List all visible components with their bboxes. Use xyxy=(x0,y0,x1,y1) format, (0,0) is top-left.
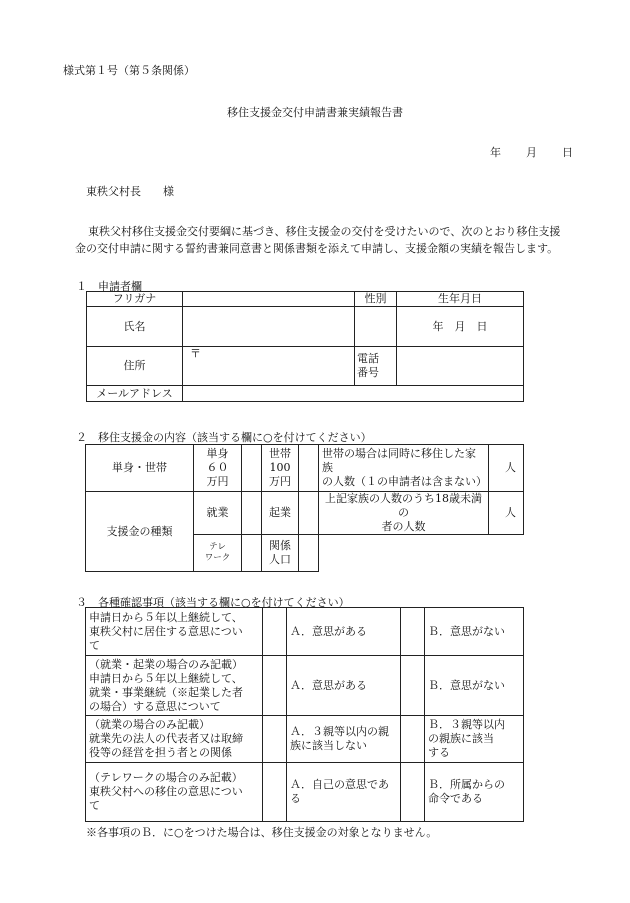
q1-line2: 東秩父村に居住する意思につい xyxy=(89,624,243,638)
startup-option: 起業 xyxy=(262,492,299,535)
q4-line2: 東秩父村への移住の意思につい xyxy=(89,785,243,798)
household-option xyxy=(262,445,299,492)
q3-a-line2: 族に該当しない xyxy=(290,739,367,752)
q2-b-check[interactable] xyxy=(401,656,425,716)
furigana-field[interactable] xyxy=(183,292,355,307)
q4-b-check[interactable] xyxy=(401,763,425,822)
postal-mark: 〒 xyxy=(190,347,201,360)
q4-a-line1: Ａ．自己の意思であ xyxy=(290,778,389,791)
q1-a-check[interactable] xyxy=(263,608,287,656)
q3-b-line2: の親族に該当 xyxy=(428,732,494,745)
telework-line1: テレ xyxy=(209,542,226,552)
under18-line1: 上記家族の人数のうち18歳未満の xyxy=(325,492,482,519)
q1-b-text: Ｂ．意思がない xyxy=(428,624,505,638)
q3-line1: （就業の場合のみ記載） xyxy=(89,718,210,731)
type-label: 支援金の種類 xyxy=(86,492,194,572)
household-people-line2: の人数（１の申請者は含まない） xyxy=(322,475,487,488)
telework-check[interactable] xyxy=(242,535,262,572)
q4-a-line2: る xyxy=(290,792,301,805)
employment-option: 就業 xyxy=(194,492,242,535)
applicant-table xyxy=(86,291,524,402)
q3-line2: 就業先の法人の代表者又は取締 xyxy=(89,732,243,745)
q2-a-check[interactable] xyxy=(263,656,287,716)
related-option xyxy=(262,535,299,572)
q3-line3: 役等の経営を担う者との関係 xyxy=(89,746,232,759)
q2-b-label xyxy=(425,656,524,716)
q3-question xyxy=(86,716,263,763)
addressee: 東秩父村長 様 xyxy=(86,185,174,198)
q2-a-text: Ａ．意思がある xyxy=(290,678,367,692)
date-day: 日 xyxy=(562,146,573,159)
single-line1: 単身 xyxy=(206,447,229,460)
support-content-table xyxy=(85,444,524,572)
confirmation-table xyxy=(85,607,524,822)
q1-question xyxy=(86,608,263,656)
telework-option xyxy=(194,535,242,572)
q1-b-check[interactable] xyxy=(401,608,425,656)
section2-heading: ２ 移住支援金の内容（該当する欄に○を付けてください） xyxy=(76,431,372,444)
household-line2: 100 xyxy=(269,461,291,474)
email-field[interactable] xyxy=(183,386,524,402)
startup-check[interactable] xyxy=(299,492,319,535)
address-field[interactable] xyxy=(183,347,355,386)
q1-a-label xyxy=(287,608,401,656)
related-check[interactable] xyxy=(299,535,319,572)
q1-a-text: Ａ．意思がある xyxy=(290,624,367,638)
q3-b-check[interactable] xyxy=(401,716,425,763)
q1-line3: て xyxy=(89,638,100,652)
section3-heading: ３ 各種確認事項（該当する欄に○を付けてください） xyxy=(76,596,350,609)
single-household-label: 単身・世帯 xyxy=(86,445,194,492)
gender-field[interactable] xyxy=(355,307,397,347)
date-year: 年 xyxy=(490,146,501,159)
q4-b-line2: 命令である xyxy=(428,792,483,805)
q1-line1: 申請日から５年以上継続して、 xyxy=(89,610,243,624)
q2-line1: （就業・起業の場合のみ記載） xyxy=(89,657,243,671)
birthdate-value: 年 月 日 xyxy=(432,319,488,333)
footnote: ※各事項のＢ．に○をつけた場合は、移住支援金の対象となりません。 xyxy=(86,826,438,839)
q2-line2: 申請日から５年以上継続して、 xyxy=(89,671,243,685)
q4-b-label xyxy=(425,763,524,822)
household-people-count[interactable] xyxy=(489,445,524,492)
q2-b-text: Ｂ．意思がない xyxy=(428,678,505,692)
single-check[interactable] xyxy=(242,445,262,492)
telework-line2: ワーク xyxy=(204,553,231,563)
under18-label xyxy=(319,492,489,535)
q3-b-line3: する xyxy=(428,746,450,759)
empty-area xyxy=(319,535,524,572)
q2-line4: の場合）する意思について xyxy=(89,699,221,713)
q4-b-line1: Ｂ．所属からの xyxy=(428,778,505,791)
household-line3: 万円 xyxy=(269,475,291,488)
birthdate-label: 生年月日 xyxy=(397,292,524,307)
section1-heading: １ 申請者欄 xyxy=(76,280,142,293)
q2-question xyxy=(86,656,263,716)
gender-label: 性別 xyxy=(355,292,397,307)
phone-label xyxy=(355,347,397,386)
date-month: 月 xyxy=(526,146,537,159)
form-number: 様式第１号（第５条関係） xyxy=(63,64,195,77)
document-title: 移住支援金交付申請書兼実績報告書 xyxy=(227,106,403,119)
household-people-label xyxy=(319,445,489,492)
q4-question xyxy=(86,763,263,822)
q3-b-label xyxy=(425,716,524,763)
phone-field[interactable] xyxy=(397,347,524,386)
name-field[interactable] xyxy=(183,307,355,347)
related-line1: 関係 xyxy=(269,539,291,552)
name-label: 氏名 xyxy=(87,307,183,347)
under18-line2: 者の人数 xyxy=(381,520,426,533)
q4-a-check[interactable] xyxy=(263,763,287,822)
q1-b-label xyxy=(425,608,524,656)
single-line3: 万円 xyxy=(206,475,229,488)
phone-label-line2: 番号 xyxy=(357,366,379,379)
q4-line1: （テレワークの場合のみ記載） xyxy=(89,771,243,784)
intro-line-2: 金の交付申請に関する誓約書兼同意書と関係書類を添えて申請し、支援金額の実績を報告します。 xyxy=(75,242,559,255)
q4-line3: て xyxy=(89,799,100,812)
email-label: メールアドレス xyxy=(87,386,183,402)
household-people-line1: 世帯の場合は同時に移住した家族 xyxy=(322,447,476,474)
address-label: 住所 xyxy=(87,347,183,386)
q3-a-check[interactable] xyxy=(263,716,287,763)
q4-a-label xyxy=(287,763,401,822)
employment-check[interactable] xyxy=(242,492,262,535)
q2-a-label xyxy=(287,656,401,716)
under18-count[interactable] xyxy=(489,492,524,535)
unit-people: 人 xyxy=(505,461,516,474)
intro-line-1: 東秩父村移住支援金交付要綱に基づき、移住支援金の交付を受けたいので、次のとおり移住支援 xyxy=(88,225,561,238)
related-line2: 人口 xyxy=(269,553,291,566)
birthdate-field[interactable] xyxy=(397,307,524,347)
unit-people-2: 人 xyxy=(505,506,516,519)
household-check[interactable] xyxy=(299,445,319,492)
single-line2: ６０ xyxy=(206,461,229,474)
furigana-label: フリガナ xyxy=(87,292,183,307)
household-line1: 世帯 xyxy=(269,447,291,460)
q3-b-line1: Ｂ．３親等以内 xyxy=(428,718,505,731)
single-option xyxy=(194,445,242,492)
q3-a-label xyxy=(287,716,401,763)
phone-label-line1: 電話 xyxy=(357,352,379,365)
q3-a-line1: Ａ．３親等以内の親 xyxy=(290,725,389,738)
q2-line3: 就業・事業継続（※起業した者 xyxy=(89,685,243,699)
